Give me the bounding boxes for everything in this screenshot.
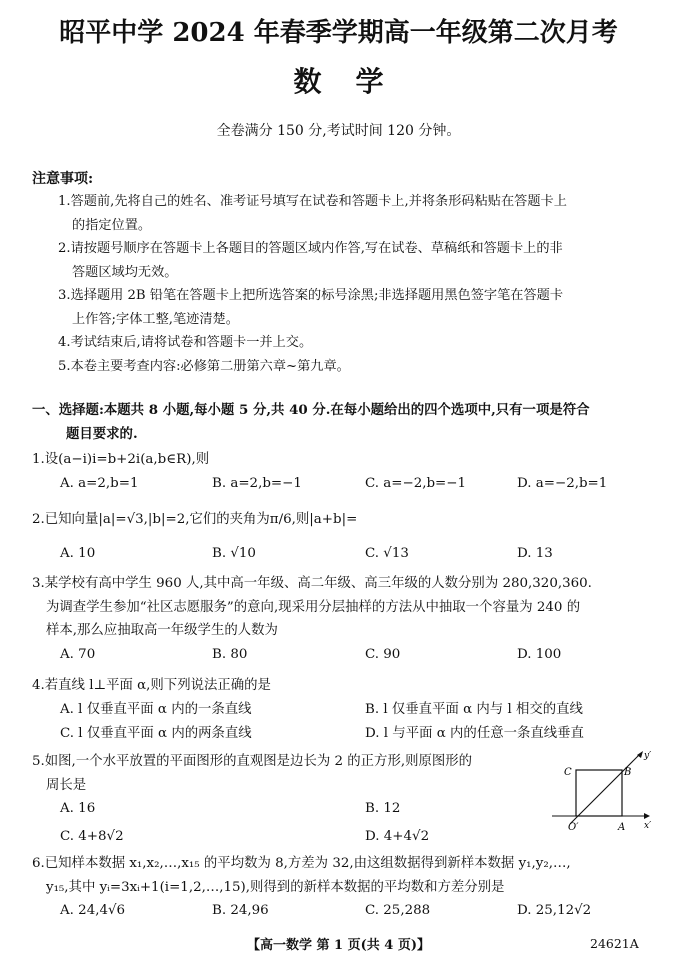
option-c[interactable]: C. √13 — [365, 545, 409, 561]
question-options — [32, 899, 657, 923]
note-line: 2.请按题号顺序在答题卡上各题目的答题区域内作答,写在试卷、草稿纸和答题卡上的非 — [58, 241, 563, 256]
note-line: 3.选择题用 2B 铅笔在答题卡上把所选答案的标号涂黑;非选择题用黑色签字笔在答题卡 — [58, 288, 564, 303]
option-d[interactable]: D. 25,12√2 — [517, 903, 592, 918]
option-a[interactable]: A. 24,4√6 — [60, 903, 126, 918]
option-b[interactable]: B. a=2,b=−1 — [212, 475, 302, 491]
note-line: 答题区域均无效。 — [72, 264, 178, 280]
question-options — [32, 643, 657, 667]
question-4 — [32, 674, 657, 746]
option-b[interactable]: B. 12 — [365, 801, 401, 816]
option-c[interactable]: C. a=−2,b=−1 — [365, 475, 467, 491]
option-a[interactable]: A. 10 — [60, 545, 96, 561]
note-line: 5.本卷主要考查内容:必修第二册第六章~第九章。 — [58, 358, 350, 374]
note-line: 上作答;字体工整,笔迹清楚。 — [72, 311, 239, 327]
option-a[interactable]: A. a=2,b=1 — [60, 475, 139, 491]
question-options — [32, 825, 552, 849]
question-options — [32, 797, 552, 821]
option-d[interactable]: D. 13 — [517, 545, 553, 561]
question-options — [32, 698, 657, 722]
option-d[interactable]: D. 100 — [517, 646, 562, 662]
option-b[interactable]: B. 80 — [212, 646, 248, 662]
question-6 — [32, 852, 657, 923]
option-a[interactable]: A. 70 — [60, 646, 96, 662]
subject-title: 数学 — [293, 65, 418, 98]
option-a[interactable]: A. l 仅垂直平面 α 内的一条直线 — [60, 701, 252, 717]
y-axis-line — [570, 754, 640, 824]
option-c[interactable]: C. 4+8√2 — [60, 829, 124, 844]
label-a: A — [618, 822, 626, 833]
question-stem-line: 样本,那么应抽取高一年级学生的人数为 — [46, 623, 278, 638]
label-b: B — [624, 767, 632, 778]
section-heading-line: 一、选择题:本题共 8 小题,每小题 5 分,共 40 分.在每小题给出的四个选项中,只有一项是符合 — [32, 402, 590, 418]
option-d[interactable]: D. l 与平面 α 内的任意一条直线垂直 — [365, 725, 584, 741]
option-c[interactable]: C. l 仅垂直平面 α 内的两条直线 — [60, 725, 252, 741]
option-d[interactable]: D. a=−2,b=1 — [517, 475, 608, 491]
label-y: y′ — [644, 751, 652, 761]
question-stem: 4.若直线 l⊥平面 α,则下列说法正确的是 — [32, 678, 271, 693]
section-heading-line: 题目要求的. — [66, 426, 138, 442]
note-line: 4.考试结束后,请将试卷和答题卡一并上交。 — [58, 335, 313, 350]
note-line: 1.答题前,先将自己的姓名、准考证号填写在试卷和答题卡上,并将条形码粘贴在答题卡上 — [58, 194, 567, 209]
option-b[interactable]: B. l 仅垂直平面 α 内与 l 相交的直线 — [365, 701, 583, 717]
page-footer: 【高一数学 第 1 页(共 4 页)】 — [246, 938, 431, 953]
question-stem-line: 为调查学生参加“社区志愿服务”的意向,现采用分层抽样的方法从中抽取一个容量为 240 的 — [46, 599, 581, 615]
question-stem-line: 周长是 — [46, 777, 87, 793]
question-options — [32, 722, 657, 746]
question-2 — [32, 508, 657, 566]
question-stem: 1.设(a−i)i=b+2i(a,b∈R),则 — [32, 452, 210, 467]
notes-title: 注意事项: — [32, 171, 94, 187]
exam-code: 24621A — [590, 936, 639, 951]
question-options — [32, 542, 657, 566]
y-axis-arrow-icon — [637, 751, 643, 758]
option-b[interactable]: B. 24,96 — [212, 903, 269, 918]
option-c[interactable]: C. 90 — [365, 646, 401, 662]
label-o: O′ — [568, 822, 579, 833]
option-d[interactable]: D. 4+4√2 — [365, 829, 430, 844]
x-axis-arrow-icon — [644, 813, 650, 819]
option-c[interactable]: C. 25,288 — [365, 903, 431, 918]
question-5 — [32, 750, 552, 849]
full-score-info: 全卷满分 150 分,考试时间 120 分钟。 — [216, 123, 461, 139]
section-heading — [32, 398, 657, 446]
label-c: C — [564, 767, 572, 778]
question-stem-line: 3.某学校有高中学生 960 人,其中高一年级、高二年级、高三年级的人数分别为 280,320,360. — [32, 576, 592, 591]
label-x: x′ — [644, 821, 652, 831]
question-stem-line: 5.如图,一个水平放置的平面图形的直观图是边长为 2 的正方形,则原图形的 — [32, 754, 473, 769]
square-shape — [576, 770, 622, 816]
question-stem: 2.已知向量|a|=√3,|b|=2,它们的夹角为π/6,则|a+b|= — [32, 512, 358, 527]
question-3 — [32, 572, 657, 667]
exam-title: 昭平中学 2024 年春季学期高一年级第二次月考 — [59, 18, 618, 48]
option-b[interactable]: B. √10 — [212, 545, 256, 561]
question-stem-line: 6.已知样本数据 x₁,x₂,…,x₁₅ 的平均数为 8,方差为 32,由这组数据得到新样本数据 y₁,y₂,…, — [32, 856, 571, 871]
option-a[interactable]: A. 16 — [60, 801, 96, 816]
question-options — [32, 472, 657, 496]
question-1 — [32, 448, 657, 496]
oblique-square-figure — [548, 748, 658, 834]
notes-list — [58, 190, 658, 378]
question-stem-line: y₁₅,其中 yᵢ=3xᵢ+1(i=1,2,…,15),则得到的新样本数据的平均数和方差分别是 — [46, 879, 505, 895]
note-line: 的指定位置。 — [72, 217, 152, 233]
